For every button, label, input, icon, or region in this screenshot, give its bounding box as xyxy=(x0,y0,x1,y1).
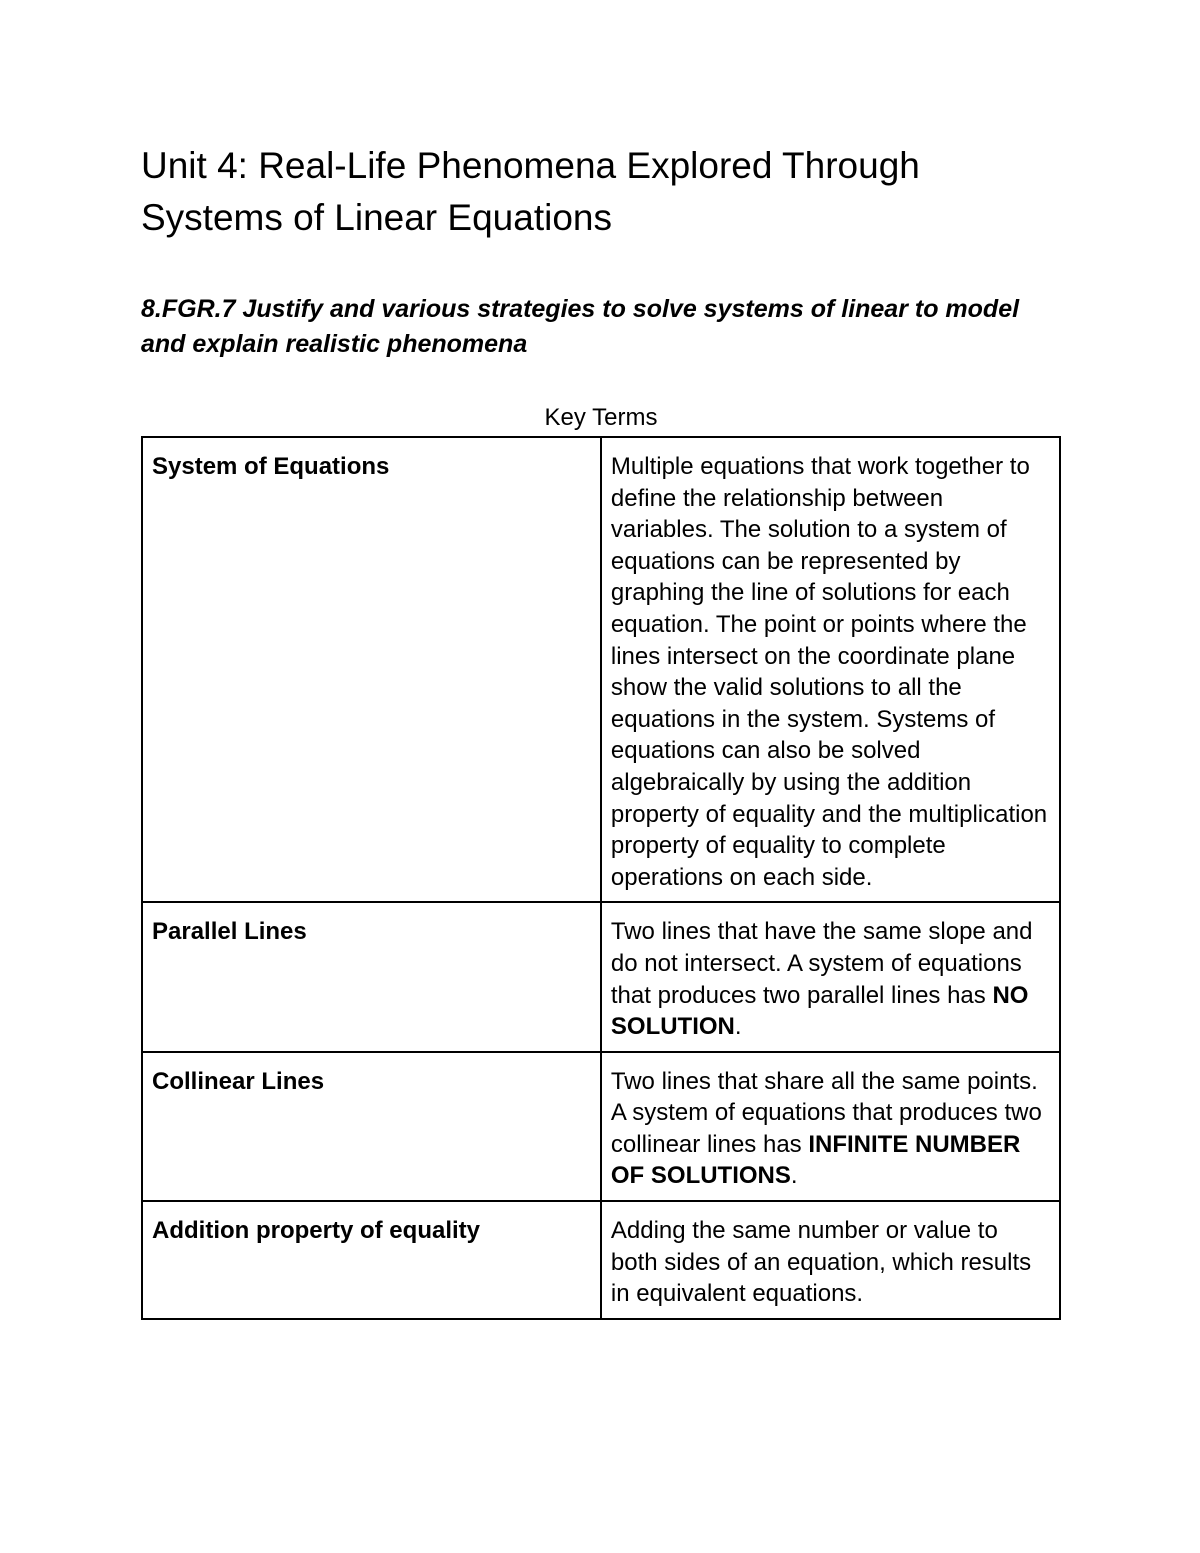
definition-emphasis: NO SOLUTION xyxy=(610,981,1029,1041)
definition-cell xyxy=(601,1052,1060,1201)
term-cell: Parallel Lines xyxy=(142,902,601,1051)
definition-cell xyxy=(601,437,1060,902)
standard-statement: 8.FGR.7 Justify and various strategies to solve systems of linear to model and explain realistic phenomena xyxy=(141,295,1020,358)
term-cell: Collinear Lines xyxy=(142,1052,601,1201)
term-cell: Addition property of equality xyxy=(142,1201,601,1319)
table-row xyxy=(142,1052,1060,1201)
definition-suffix: . xyxy=(734,1013,742,1041)
document-title: Unit 4: Real-Life Phenomena Explored Through Systems of Linear Equations xyxy=(141,145,920,238)
definition-text: Adding the same number or value to both sides of an equation, which results in equivalent equations. xyxy=(610,1217,1032,1308)
key-terms-table xyxy=(141,436,1061,1320)
term-cell: System of Equations xyxy=(142,437,601,902)
table-row xyxy=(142,902,1060,1051)
definition-cell xyxy=(601,902,1060,1051)
table-caption: Key Terms xyxy=(544,404,658,431)
definition-text: Two lines that have the same slope and do not intersect. A system of equations that produces two parallel lines has xyxy=(610,918,1033,1009)
table-row xyxy=(142,1201,1060,1319)
definition-emphasis: INFINITE NUMBER OF SOLUTIONS xyxy=(610,1130,1021,1190)
definition-text: Two lines that share all the same points. A system of equations that produces two collinear lines has xyxy=(610,1067,1042,1158)
table-row xyxy=(142,437,1060,902)
definition-cell xyxy=(601,1201,1060,1319)
definition-suffix: . xyxy=(790,1162,798,1190)
definition-text: Multiple equations that work together to define the relationship between variables. The solution to a system of equations can be represented by graphing the line of solutions for each equation. The point or points where the lines intersect on the coordinate plane show the valid solutions to all the equations in the system. Systems of equations can also be solved algebraically by using the addition property of equality and the multiplication property of equality to complete operations on each side. xyxy=(610,453,1048,891)
